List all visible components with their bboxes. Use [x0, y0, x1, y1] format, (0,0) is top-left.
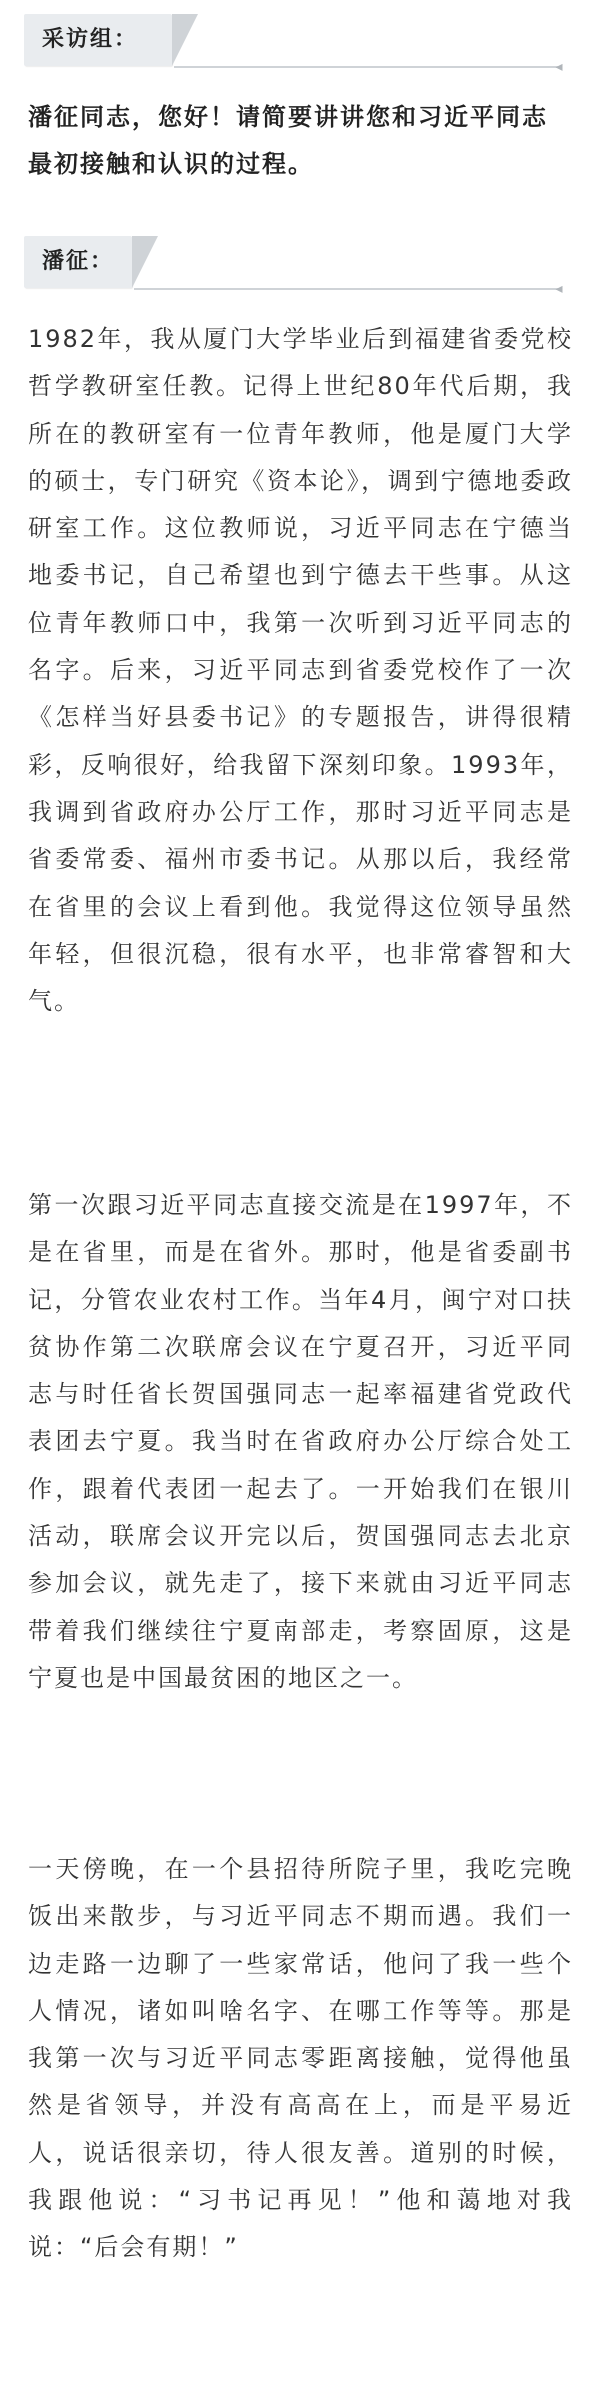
interviewer-label: 采访组： — [42, 27, 139, 52]
divider-end-icon: ◂ — [555, 59, 563, 75]
interviewee-tag — [24, 236, 132, 288]
tag-fold-icon — [132, 236, 158, 288]
tag-fold-icon — [172, 14, 198, 66]
divider-line — [134, 288, 560, 290]
interviewer-tag — [24, 14, 172, 66]
interviewee-label: 潘征： — [42, 249, 115, 274]
answer-paragraph-2: 第一次跟习近平同志直接交流是在1997年，不是在省里，而是在省外。那时，他是省委副书记，分管农业农村工作。当年4月，闽宁对口扶贫协作第二次联席会议在宁夏召开，习近平同志与时任省长贺国强同志一起率福建省党政代表团去宁夏。我当时在省政府办公厅综合处工作，跟着代表团一起去了。一开始我们在银川活动，联席会议开完以后，贺国强同志去北京参加会议，就先走了，接下来就由习近平同志带着我们继续往宁夏南部走，考察固原，这是宁夏也是中国最贫困的地区之一。 — [28, 1191, 573, 1692]
divider-line — [174, 66, 560, 68]
interviewee-header — [24, 236, 564, 296]
divider-end-icon: ◂ — [555, 281, 563, 297]
interviewer-header — [24, 14, 564, 74]
answer-paragraph-1: 1982年，我从厦门大学毕业后到福建省委党校哲学教研室任教。记得上世纪80年代后期，我所在的教研室有一位青年教师，他是厦门大学的硕士，专门研究《资本论》，调到宁德地委政研室工作。这位教师说，习近平同志在宁德当地委书记，自己希望也到宁德去干些事。从这位青年教师口中，我第一次听到习近平同志的名字。后来，习近平同志到省委党校作了一次《怎样当好县委书记》的专题报告，讲得很精彩，反响很好，给我留下深刻印象。1993年，我调到省政府办公厅工作，那时习近平同志是省委常委、福州市委书记。从那以后，我经常在省里的会议上看到他。我觉得这位领导虽然年轻，但很沉稳，很有水平，也非常睿智和大气。 — [28, 325, 573, 1016]
question-text: 潘征同志，您好！请简要讲讲您和习近平同志最初接触和认识的过程。 — [28, 103, 548, 178]
answer-paragraph-3: 一天傍晚，在一个县招待所院子里，我吃完晚饭出来散步，与习近平同志不期而遇。我们一边走路一边聊了一些家常话，他问了我一些个人情况，诸如叫啥名字、在哪工作等等。那是我第一次与习近平同志零距离接触，觉得他虽然是省领导，并没有高高在上，而是平易近人，说话很亲切，待人很友善。道别的时候，我跟他说：“习书记再见！”他和蔼地对我说：“后会有期！” — [28, 1855, 573, 2262]
